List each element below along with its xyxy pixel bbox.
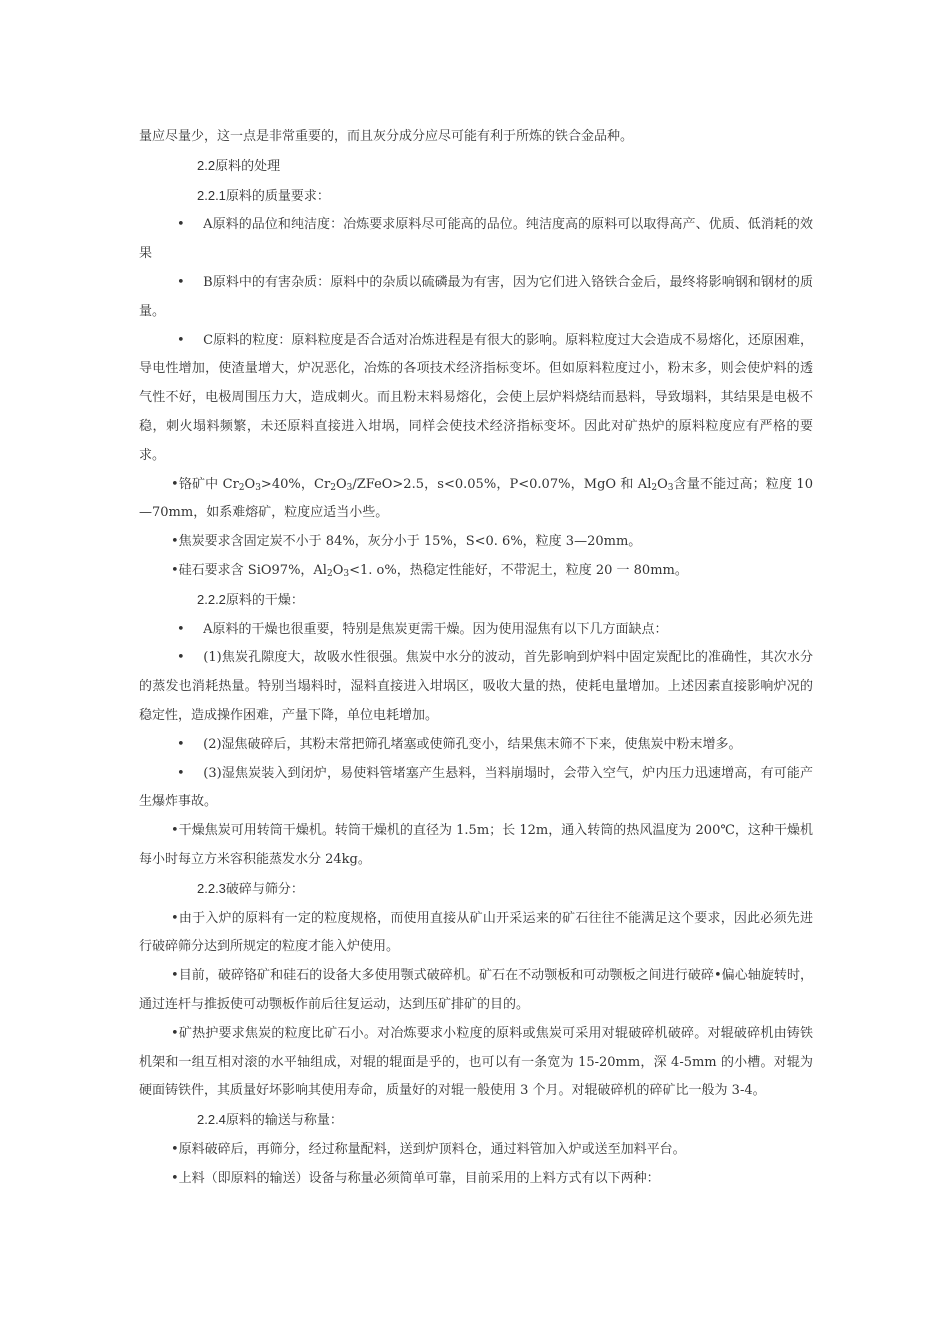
subscript: 3	[343, 568, 350, 579]
section-title: 原料的干燥：	[225, 592, 304, 608]
section-heading-2-2-1	[139, 182, 813, 212]
paragraph-coke-spec: •焦炭要求含固定炭不小于 84%，灰分小于 15%，S<0. 6%，粒度 3—20mm。	[171, 534, 642, 550]
section-title: 破碎与筛分：	[225, 881, 304, 897]
subscript: 2	[651, 482, 658, 493]
bullet-icon: •	[177, 274, 185, 290]
bullet-item-grade	[139, 211, 813, 269]
text-run: O	[332, 562, 344, 578]
bullet-icon: •	[177, 736, 185, 752]
section-number: 2.2.2	[197, 591, 226, 607]
section-title: 原料的输送与称量：	[225, 1113, 343, 1129]
bullet-text: C原料的粒度：原料粒度是否合适对冶炼进程是有很大的影响。原料粒度过大会造成不易熔化，还原困难，导电性增加，使渣量增大，炉况恶化，冶炼的各项技术经济指标变坏。但如原料粒度过小，粉末多，则会使炉料的透气性不好，电极周围压力大，造成刺火。而且粉末料易熔化，会使上层炉料烧结而悬料，导致塌料，其结果是电极不稳，刺火塌料频繁，未还原料直接进入坩埚，同样会使技术经济指标变坏。因此对矿热炉的原料粒度应有严格的要求。	[139, 332, 813, 463]
paragraph-crushing-3: •矿热护要求焦炭的粒度比矿石小。对冶炼要求小粒度的原料或焦炭可采用对辊破碎机破碎。对辊破碎机由铸铁机架和一组互相对滚的水平轴组成，对辊的辊面是乎的，也可以有一条宽为 15-20mm，深 4-5mm 的小槽。对辊为硬面铸铁件，其质量好坏影响其使用寿命，质量好的对辊一般使用 3 个月。对辊破碎机的碎矿比一般为 3-4。	[139, 1025, 813, 1099]
bullet-item-drying	[139, 616, 813, 645]
bullet-text: (1)焦炭孔隙度大，故吸水性很强。焦炭中水分的波动，首先影响到炉料中固定炭配比的准确性，其次水分的蒸发也消耗热量。特别当塌料时，湿料直接进入坩埚区，吸收大量的热，使耗电量增加。上述因素直接影响炉况的稳定性，造成操作困难，产量下降，单位电耗增加。	[139, 650, 813, 723]
bullet-icon: •	[177, 765, 185, 781]
bullet-item-impurities	[139, 269, 813, 327]
text-run: >40%，Cr	[260, 476, 331, 492]
text-run: /ZFeO>2.5，s<0.05%，P<0.07%，MgO 和 Al	[352, 476, 652, 492]
section-heading-2-2-4	[139, 1106, 813, 1136]
section-number: 2.2.4	[197, 1112, 226, 1128]
text-run: O	[657, 476, 668, 492]
document-body	[139, 123, 813, 1193]
subscript: 3	[255, 482, 261, 493]
paragraph-crushing-2: •目前，破碎铬矿和硅石的设备大多使用颚式破碎机。矿石在不动颚板和可动颚板之间进行破碎•偏心轴旋转时，通过连杆与推扳使可动颚板作前后往复运动，达到压矿排矿的目的。	[139, 968, 813, 1012]
section-title: 原料的处理	[215, 158, 281, 174]
paragraph-crushing-1: •由于入炉的原料有一定的粒度规格，而使用直接从矿山开采运来的矿石往往不能满足这个要求，因此必须先进行破碎筛分达到所规定的粒度才能入炉使用。	[139, 910, 813, 955]
paragraph-silica-spec	[139, 557, 813, 586]
text-run: O	[244, 476, 256, 492]
subscript: 3	[667, 482, 674, 493]
bullet-icon: •	[177, 650, 185, 666]
text-run: 含量不能过高；粒度 10—70mm，如系难熔矿，粒度应适当小些。	[139, 476, 813, 521]
subscript: 2	[330, 482, 336, 493]
text-run: •铬矿中 Cr	[171, 476, 239, 492]
bullet-item-drying-2	[139, 731, 813, 760]
paragraph-chrome-ore-spec	[139, 471, 813, 529]
paragraph-conveying-2: •上料（即原料的输送）设备与称量必须简单可靠，目前采用的上料方式有以下两种：	[171, 1170, 660, 1186]
section-number: 2.2.3	[197, 880, 226, 896]
subscript: 2	[238, 482, 245, 493]
section-number: 2.2	[197, 157, 216, 173]
subscript: 2	[326, 568, 333, 579]
bullet-icon: •	[177, 621, 185, 637]
bullet-text: B原料中的有害杂质：原料中的杂质以硫磷最为有害，因为它们进入铬铁合金后，最终将影响钢和钢材的质量。	[139, 274, 813, 319]
section-heading-2-2	[139, 152, 813, 182]
bullet-item-particle-size	[139, 327, 813, 471]
text-run: O	[335, 476, 347, 492]
bullet-text: A原料的干燥也很重要，特别是焦炭更需干燥。因为使用湿焦有以下几方面缺点：	[199, 621, 668, 637]
text-run: <1. o%，热稳定性能好，不带泥土，粒度 20 一 80mm。	[349, 562, 688, 578]
paragraph-ash-content: 量应尽量少，这一点是非常重要的，而且灰分成分应尽可能有利于所炼的铁合金品种。	[139, 129, 634, 144]
bullet-item-drying-3	[139, 760, 813, 818]
subscript: 3	[346, 482, 353, 493]
section-title: 原料的质量要求：	[225, 188, 330, 204]
bullet-text: (2)湿焦破碎后，其粉末常把筛孔堵塞或使筛孔变小，结果焦末筛不下来，使焦炭中粉末增多。	[199, 736, 742, 752]
text-run: •硅石要求含 SiO97%，Al	[171, 562, 327, 578]
section-number: 2.2.1	[197, 187, 226, 203]
section-heading-2-2-3	[139, 875, 813, 905]
bullet-text: A原料的品位和纯洁度：冶炼要求原料尽可能高的品位。纯洁度高的原料可以取得高产、优质、低消耗的效果	[139, 217, 813, 262]
paragraph-rotary-dryer: •干燥焦炭可用转筒干燥机。转筒干燥机的直径为 1.5m；长 12m，通入转筒的热风温度为 200℃，这种干燥机每小时每立方米容积能蒸发水分 24kg。	[139, 823, 813, 867]
bullet-icon: •	[177, 332, 185, 348]
bullet-item-drying-1	[139, 644, 813, 730]
bullet-text: (3)湿焦炭装入到闭炉，易使料管堵塞产生悬料，当料崩塌时，会带入空气，炉内压力迅速增高，有可能产生爆炸事故。	[139, 765, 813, 810]
paragraph-conveying-1: •原料破碎后，再筛分，经过称量配料，送到炉顶料仓，通过料管加入炉或送至加料平台。	[171, 1141, 686, 1157]
bullet-icon: •	[177, 217, 185, 233]
section-heading-2-2-2	[139, 586, 813, 616]
